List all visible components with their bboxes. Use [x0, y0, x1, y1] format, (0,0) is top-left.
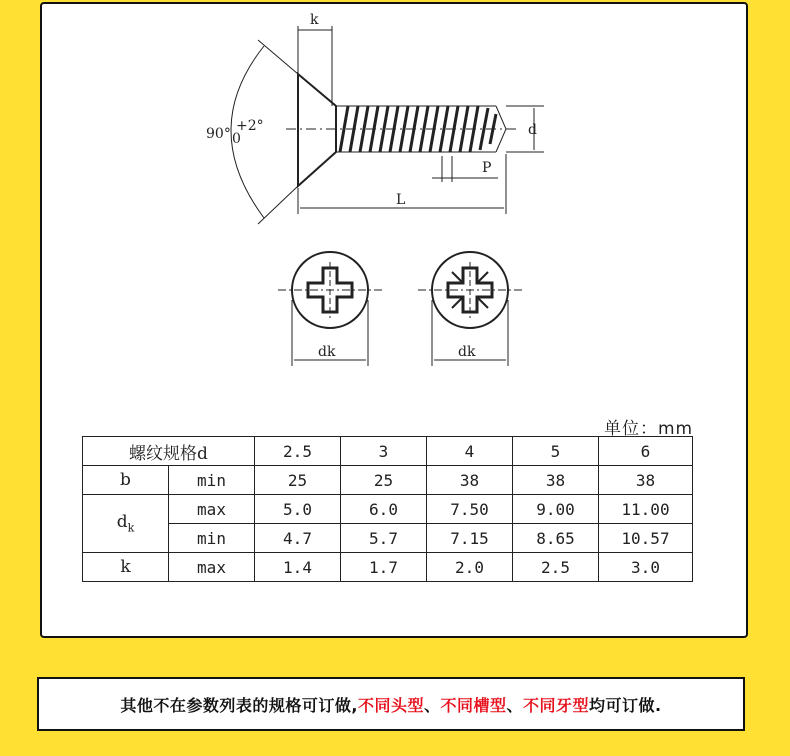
custom-order-note	[37, 677, 745, 731]
k-label: k	[83, 553, 169, 582]
b-cell: 38	[599, 466, 693, 495]
k-cell: 2.5	[513, 553, 599, 582]
table-row-size	[83, 437, 693, 466]
angle-tol-minus-label: 0	[232, 131, 241, 147]
size-cell: 5	[513, 437, 599, 466]
b-sub-label: min	[169, 466, 255, 495]
size-cell: 4	[427, 437, 513, 466]
note-red-thread-type: 不同牙型	[523, 695, 590, 715]
dk-max-label: max	[169, 495, 255, 524]
k-cell: 1.7	[341, 553, 427, 582]
dk-min-cell: 7.15	[427, 524, 513, 553]
dk-label-left: dk	[318, 344, 336, 360]
k-sub-label: max	[169, 553, 255, 582]
angle-label: 90°	[206, 126, 231, 142]
table-row-b	[83, 466, 693, 495]
unit-label: 单位：mm	[604, 419, 694, 439]
dk-max-cell: 7.50	[427, 495, 513, 524]
table-row-dk-max	[83, 495, 693, 524]
note-text-part2: 均可订做.	[589, 695, 662, 715]
note-separator: 、	[506, 695, 524, 715]
table-row-dk-min	[83, 524, 693, 553]
length-label: L	[396, 192, 406, 208]
dk-min-cell: 8.65	[513, 524, 599, 553]
spec-table	[82, 436, 693, 582]
dk-min-cell: 4.7	[255, 524, 341, 553]
b-cell: 25	[255, 466, 341, 495]
note-text-part1: 其他不在参数列表的规格可订做,	[120, 695, 358, 715]
dk-max-cell: 6.0	[341, 495, 427, 524]
dk-max-cell: 11.00	[599, 495, 693, 524]
b-cell: 25	[341, 466, 427, 495]
k-cell: 1.4	[255, 553, 341, 582]
k-cell: 3.0	[599, 553, 693, 582]
size-cell: 3	[341, 437, 427, 466]
size-cell: 6	[599, 437, 693, 466]
note-red-slot-type: 不同槽型	[440, 695, 507, 715]
b-label: b	[83, 466, 169, 495]
dk-label-right: dk	[458, 344, 476, 360]
pitch-label: P	[482, 160, 492, 176]
table-row-k	[83, 553, 693, 582]
dk-min-cell: 5.7	[341, 524, 427, 553]
size-cell: 2.5	[255, 437, 341, 466]
angle-tol-plus-label: +2°	[236, 118, 264, 134]
d-dimension-label: d	[528, 122, 537, 138]
note-red-head-type: 不同头型	[357, 695, 424, 715]
k-dimension-label: k	[310, 12, 319, 28]
dk-max-cell: 5.0	[255, 495, 341, 524]
dk-label: $d_k$	[83, 495, 169, 553]
b-cell: 38	[513, 466, 599, 495]
dk-min-label: min	[169, 524, 255, 553]
k-cell: 2.0	[427, 553, 513, 582]
dk-min-cell: 10.57	[599, 524, 693, 553]
note-separator: 、	[423, 695, 441, 715]
b-cell: 38	[427, 466, 513, 495]
thread-spec-header: 螺纹规格d	[83, 437, 255, 466]
dk-max-cell: 9.00	[513, 495, 599, 524]
